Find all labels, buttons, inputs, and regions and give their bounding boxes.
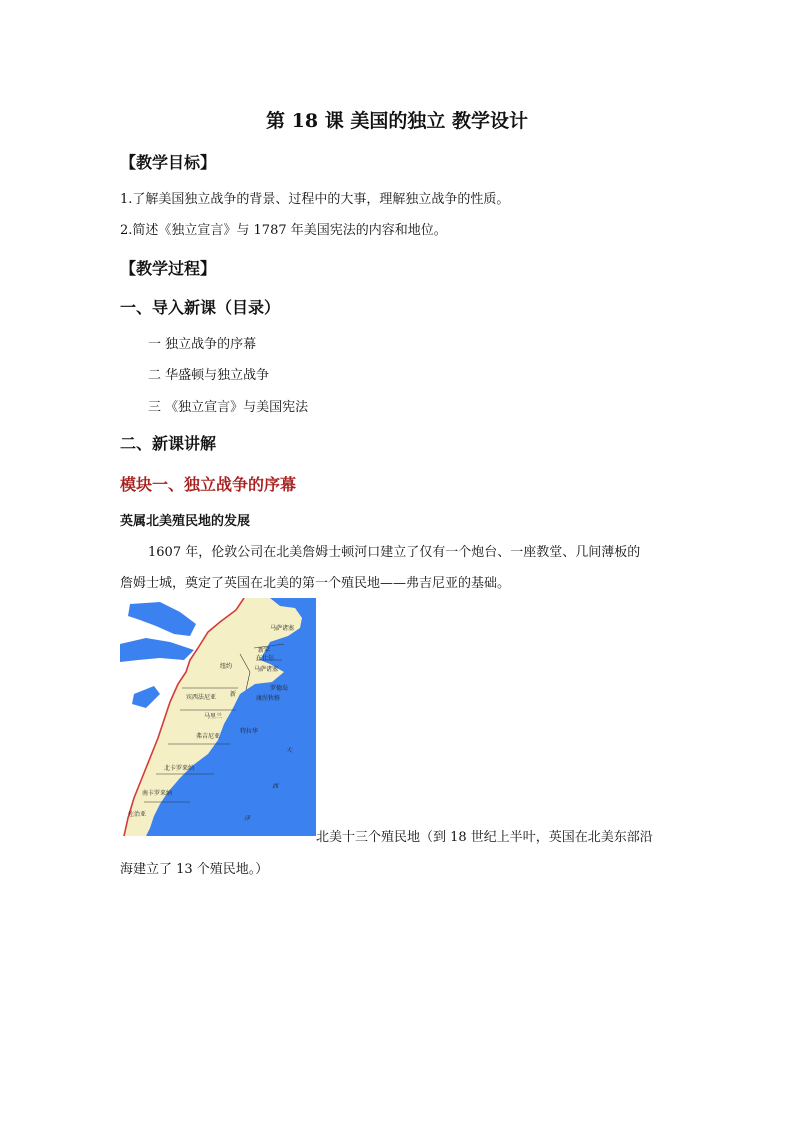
label-maryland: 马里兰	[204, 713, 223, 720]
label-south-carolina: 南卡罗来纳	[142, 790, 173, 797]
label-massachusetts: 马萨诸塞	[270, 625, 295, 632]
module-1-paragraph-line-1: 1607 年，伦敦公司在北美詹姆士顿河口建立了仅有一个炮台、一座教堂、几间薄板的	[148, 545, 641, 560]
process-heading: 【教学过程】	[120, 259, 217, 278]
label-new-jersey: 新	[230, 691, 237, 698]
toc-item-2: 二 华盛顿与独立战争	[148, 368, 270, 383]
label-rhode-island: 罗德岛	[270, 685, 289, 692]
label-new-hampshire-2: 布什尔	[256, 655, 275, 662]
label-new-york: 纽约	[220, 663, 233, 670]
label-connecticut: 康涅狄格	[256, 695, 281, 702]
intro-heading: 一、导入新课（目录）	[120, 298, 281, 317]
toc-item-1: 一 独立战争的序幕	[148, 337, 257, 352]
label-massachusetts-small: 马萨诸塞	[254, 666, 279, 673]
thirteen-colonies-map	[120, 598, 316, 836]
module-1-paragraph-line-2: 詹姆士城，奠定了英国在北美的第一个殖民地——弗吉尼亚的基础。	[120, 576, 511, 591]
label-georgia: 佐治亚	[128, 811, 147, 818]
module-1-subheading: 英属北美殖民地的发展	[120, 514, 251, 529]
objective-item-1: 1.了解美国独立战争的背景、过程中的大事，理解独立战争的性质。	[120, 192, 510, 207]
map-caption-line-1: 北美十三个殖民地（到 18 世纪上半叶，英国在北美东部沿	[316, 830, 653, 845]
objective-item-2: 2.简述《独立宣言》与 1787 年美国宪法的内容和地位。	[120, 223, 447, 238]
objectives-heading: 【教学目标】	[120, 153, 217, 172]
label-ocean-1: 大	[286, 747, 293, 754]
toc-item-3: 三 《独立宣言》与美国宪法	[148, 400, 309, 415]
label-delaware: 特拉华	[240, 728, 259, 735]
label-ocean-3: 洋	[244, 815, 251, 822]
label-virginia: 弗吉尼亚	[196, 733, 221, 740]
page-title: 第 18 课 美国的独立 教学设计	[266, 110, 528, 132]
map-caption-line-2: 海建立了 13 个殖民地。）	[120, 862, 269, 877]
label-north-carolina: 北卡罗来纳	[164, 765, 195, 772]
label-pennsylvania: 宾西法尼亚	[186, 694, 217, 701]
label-new-hampshire-1: 新罕	[258, 647, 271, 654]
label-ocean-2: 西	[272, 783, 279, 790]
module-1-heading: 模块一、独立战争的序幕	[120, 475, 297, 494]
lecture-heading: 二、新课讲解	[120, 434, 217, 453]
